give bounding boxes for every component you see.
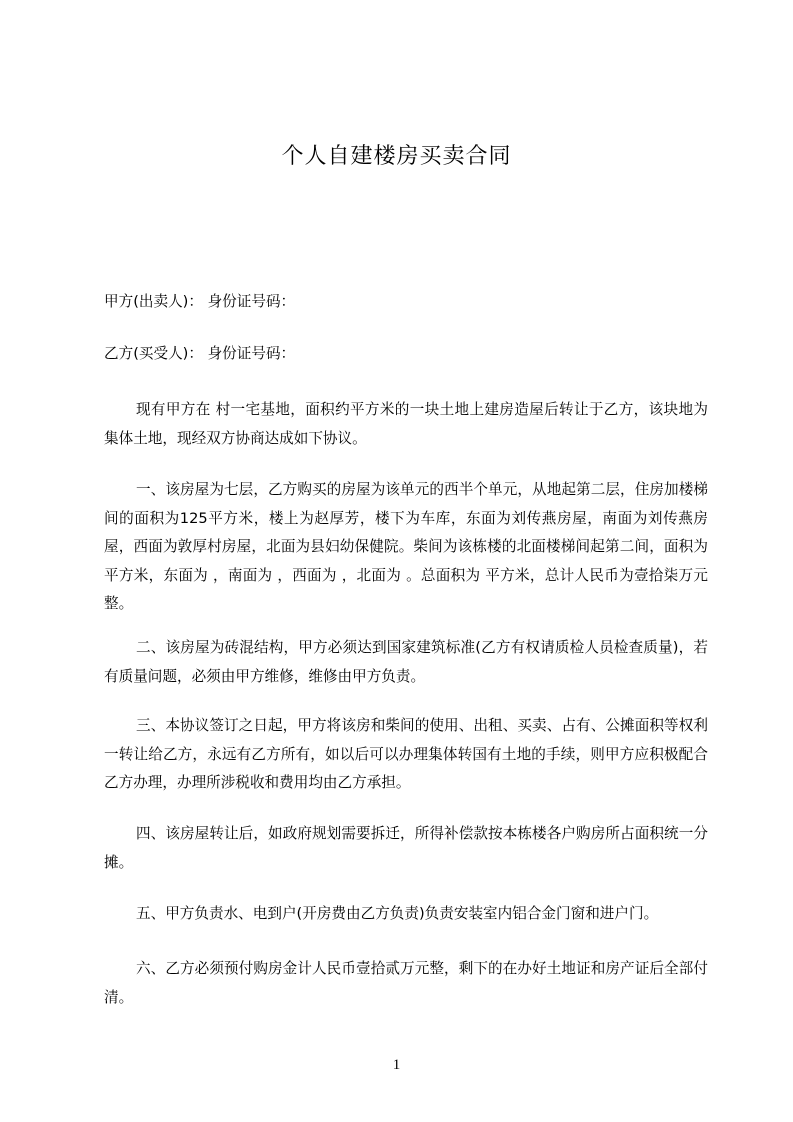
paragraph-intro: 现有甲方在 村一宅基地，面积约平方米的一块土地上建房造屋后转让于乙方，该块地为集体土地，现经双方协商达成如下协议。 xyxy=(104,401,708,447)
paragraph-clause-1: 一、该房屋为七层，乙方购买的房屋为该单元的西半个单元，从地起第二层，住房加楼梯间的面积为125平方米，楼上为赵厚芳，楼下为车库，东面为刘传燕房屋，南面为刘传燕房屋，西面为敦厚村房屋，北面为县妇幼保健院。柴间为该栋楼的北面楼梯间起第二间，面积为 平方米，东面为 ，南面为 ，西面为 ，北面为 。总面积为 平方米，总计人民币为壹拾柒万元整。 xyxy=(104,481,708,612)
page-number: 1 xyxy=(392,1057,401,1073)
paragraph-clause-5: 五、甲方负责水、电到户(开房费由乙方负责)负责安装室内铝合金门窗和进户门。 xyxy=(136,905,659,922)
party-a-line: 甲方(出卖人)： 身份证号码： xyxy=(104,293,296,310)
paragraph-clause-3: 三、本协议签订之日起，甲方将该房和柴间的使用、出租、买卖、占有、公摊面积等权利一转让给乙方，永远有乙方所有，如以后可以办理集体转国有土地的手续，则甲方应积极配合乙方办理，办理所涉税收和费用均由乙方承担。 xyxy=(104,717,708,791)
paragraph-clause-6: 六、乙方必须预付购房金计人民币壹拾贰万元整，剩下的在办好土地证和房产证后全部付清。 xyxy=(104,960,708,1006)
document-title: 个人自建楼房买卖合同 xyxy=(281,144,512,169)
party-b-line: 乙方(买受人)： 身份证号码： xyxy=(104,345,296,362)
paragraph-clause-2: 二、该房屋为砖混结构，甲方必须达到国家建筑标准(乙方有权请质检人员检查质量)，若有质量问题，必须由甲方维修，维修由甲方负责。 xyxy=(104,639,708,685)
paragraph-clause-4: 四、该房屋转让后，如政府规划需要拆迁，所得补偿款按本栋楼各户购房所占面积统一分摊。 xyxy=(104,825,708,871)
